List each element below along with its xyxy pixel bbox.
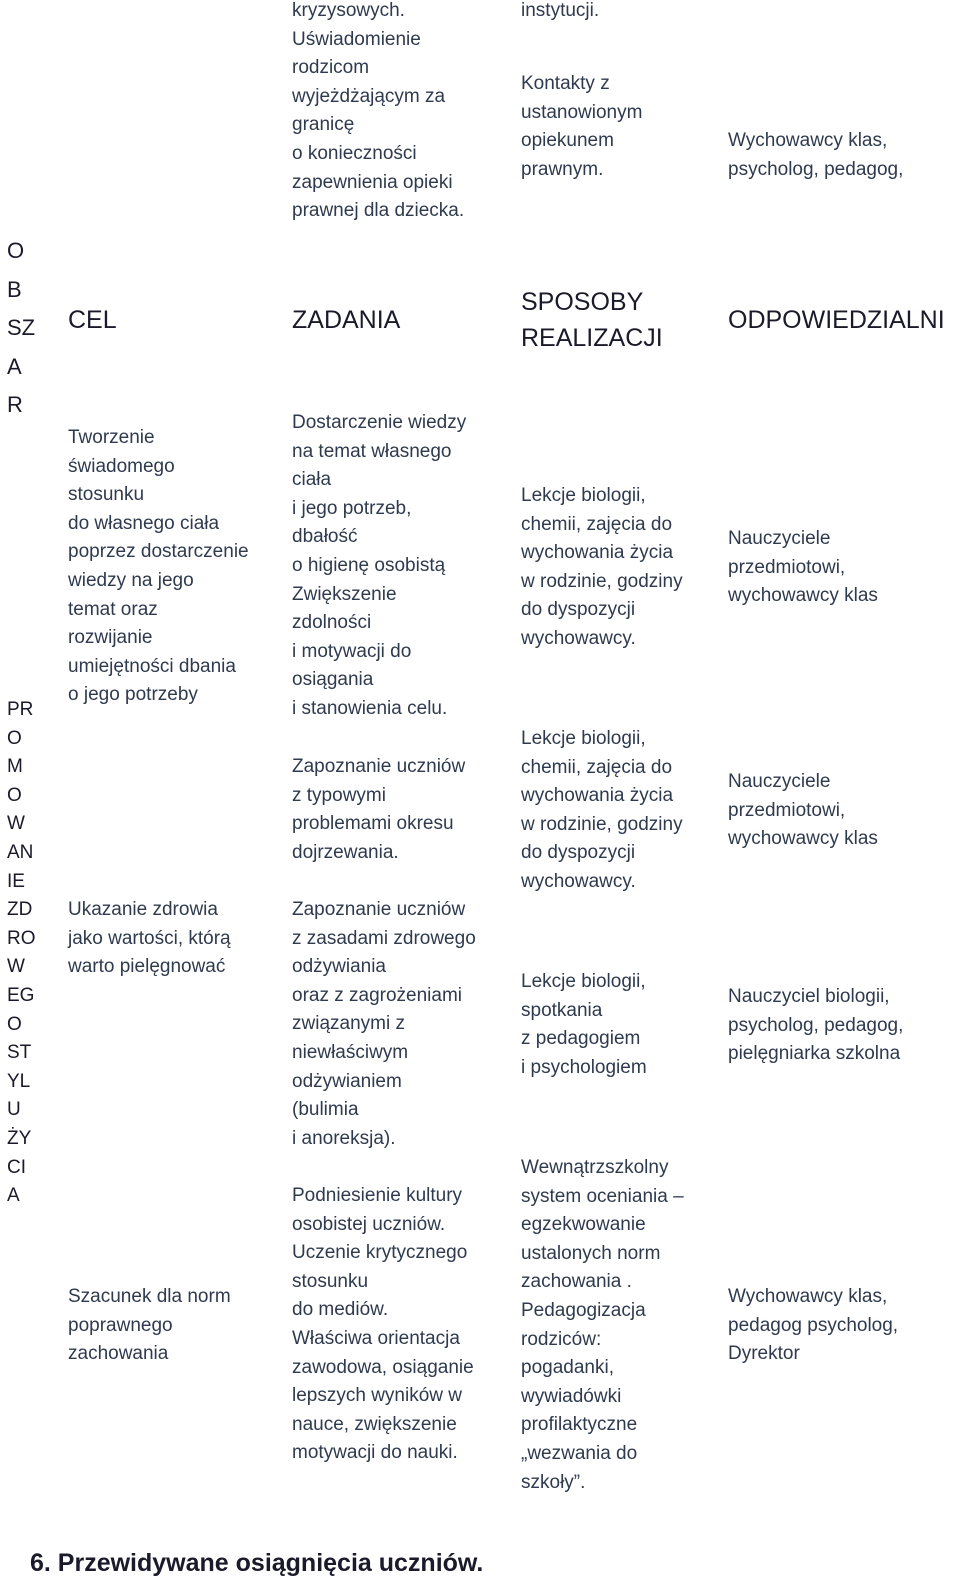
row-1-sposoby: Lekcje biologii, chemii, zajęcia do wychowania życia w rodzinie, godziny do dyspozycji wychowawcy. [521,485,683,649]
row-2-zadania: Zapoznanie uczniów z typowymi problemami okresu dojrzewania. [292,756,466,863]
row-3-zadania: Zapoznanie uczniów z zasadami zdrowego odżywiania oraz z zagrożeniami związanymi z niewłaściwym odżywianiem (bulimia i anoreksja). [292,899,476,1149]
zadania-continuation: kryzysowych. Uświadomienie rodzicom wyjeżdżającym za granicę o konieczności zapewnienia opieki prawnej dla dziecka. [292,0,465,222]
odpowiedzialni-continuation: Wychowawcy klas, psycholog, pedagog, [728,130,904,180]
row-2-odpowiedzialni: Nauczyciele przedmiotowi, wychowawcy klas [728,771,878,850]
sposoby-contact: Kontakty z ustanowionym opiekunem prawnym. [521,73,643,180]
row-3-odpowiedzialni: Nauczyciel biologii, psycholog, pedagog, pielęgniarka szkolna [728,986,904,1065]
header-zadania: ZADANIA [292,306,401,334]
header-obszar: O B SZ A R [7,238,36,418]
area-label: PR O M O W AN IE ZD RO W EG O ST YL U ŻY CI A [7,699,36,1207]
header-cel: CEL [68,306,117,334]
row-3-cel: Ukazanie zdrowia jako wartości, którą warto pielęgnować [68,899,231,978]
row-4-sposoby: Wewnątrzszkolny system oceniania – egzekwowanie ustalonych norm zachowania . Pedagogizacja rodziców: pogadanki, wywiadówki profilaktyczne „wezwania do szkoły”. [521,1157,684,1493]
header-odpowiedzialni: ODPOWIEDZIALNI [728,306,945,334]
section-heading: 6. Przewidywane osiągnięcia uczniów. [30,1549,484,1577]
row-1-odpowiedzialni: Nauczyciele przedmiotowi, wychowawcy klas [728,528,878,607]
row-4-odpowiedzialni: Wychowawcy klas, pedagog psycholog, Dyrektor [728,1286,899,1365]
row-1-zadania: Dostarczenie wiedzy na temat własnego ciała i jego potrzeb, dbałość o higienę osobistą Zwiększenie zdolności i motywacji do osiągania i stanowienia celu. [292,412,467,719]
row-3-sposoby: Lekcje biologii, spotkania z pedagogiem i psychologiem [521,971,647,1078]
row-1-cel: Tworzenie świadomego stosunku do własnego ciała poprzez dostarczenie wiedzy na jego temat oraz rozwijanie umiejętności dbania o jego potrzeby [68,427,249,706]
row-4-zadania: Podniesienie kultury osobistej uczniów. Uczenie krytycznego stosunku do mediów. Właściwa orientacja zawodowa, osiąganie lepszych wyników w nauce, zwiększenie motywacji do nauki. [292,1185,474,1464]
row-2-sposoby: Lekcje biologii, chemii, zajęcia do wychowania życia w rodzinie, godziny do dyspozycji wychowawcy. [521,728,683,892]
header-sposoby: SPOSOBY REALIZACJI [521,288,663,352]
row-4-cel: Szacunek dla norm poprawnego zachowania [68,1286,231,1365]
sposoby-continuation: instytucji. [521,0,600,21]
